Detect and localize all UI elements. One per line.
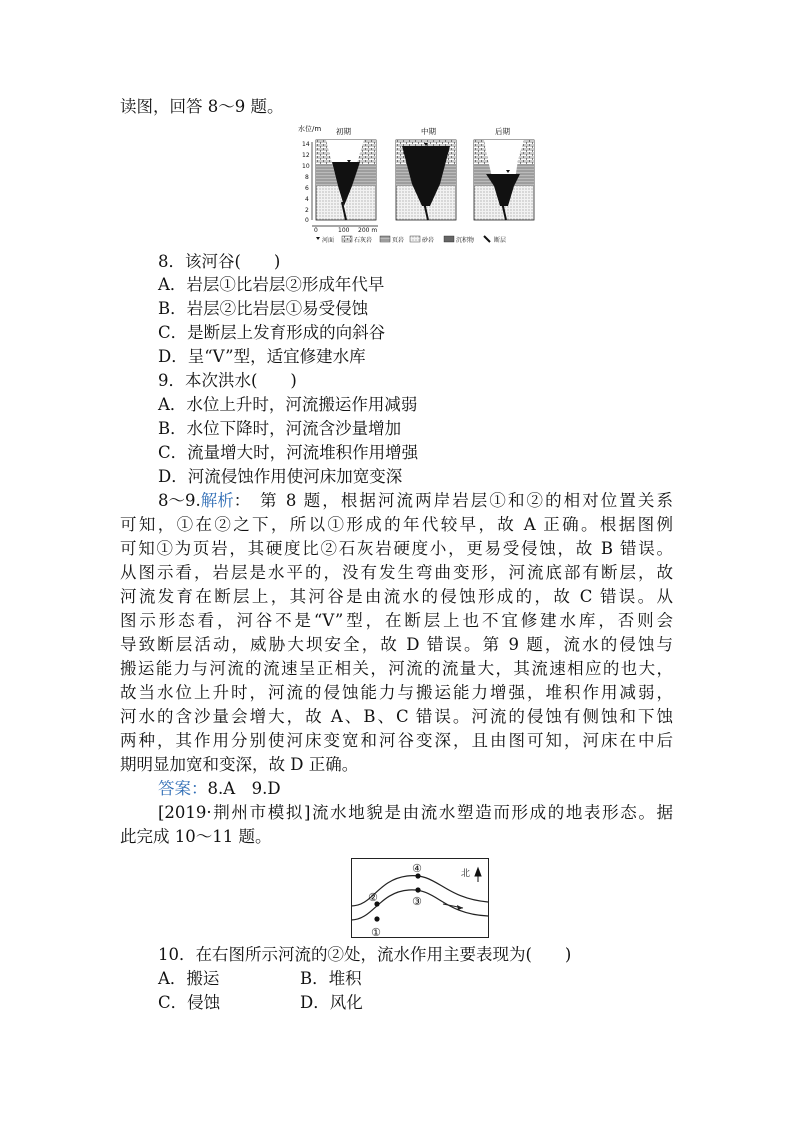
analysis-line: 导致断层活动，威胁大坝安全，故 D 错误。第 9 题，流水的侵蚀与 (120, 635, 673, 654)
analysis-heading (158, 493, 250, 510)
q8-stem: 8．该河谷( ) (158, 252, 281, 271)
analysis-colon: ： (233, 491, 251, 510)
analysis-line: 可知，①在②之下，所以①形成的年代较早，故 A 正确。根据图例 (120, 515, 673, 534)
y-tick: 8 (305, 174, 309, 181)
analysis-line: 搬运能力与河流的流速呈正相关，河流的流量大，其流速相应的也大， (120, 659, 673, 678)
analysis-line: 故当水位上升时，河流的侵蚀能力与搬运能力增强，堆积作用减弱， (120, 683, 673, 702)
intro-text: 读图，回答 8～9 题。 (120, 97, 284, 116)
analysis-line: 期明显加宽和变深，故 D 正确。 (120, 755, 359, 774)
q10-option-b: B．堆积 (300, 969, 362, 988)
analysis-label: 解析 (200, 491, 234, 510)
point-label-4: ④ (412, 862, 422, 875)
intro2-line: 此完成 10～11 题。 (120, 827, 272, 846)
y-tick: 0 (305, 217, 309, 224)
y-axis-label: 水位/m (298, 125, 322, 133)
y-tick: 2 (305, 207, 309, 214)
point-label-1: ① (371, 926, 381, 938)
panel-early (316, 140, 376, 220)
q10-option-c: C．侵蚀 (158, 993, 221, 1012)
y-tick: 12 (302, 152, 310, 159)
panel-title-early: 初期 (336, 127, 351, 136)
legend-river-surface: 河面 (322, 237, 335, 244)
point-1 (374, 916, 379, 921)
legend-shale: 页岩 (392, 237, 405, 244)
panel-title-middle: 中期 (421, 127, 436, 136)
meandering-river-figure (351, 858, 489, 938)
q8-option-d: D．呈“V”型，适宜修建水库 (158, 347, 366, 366)
q10-option-d: D．风化 (300, 993, 363, 1012)
analysis-line: 第 8 题，根据河流两岸岩层①和②的相对位置关系 (260, 491, 673, 510)
y-tick: 4 (305, 196, 309, 203)
x-tick: 200 m (358, 227, 378, 234)
q9-option-d: D．河流侵蚀作用使河床加宽变深 (158, 467, 403, 486)
x-tick: 100 (338, 227, 350, 234)
y-tick: 14 (302, 141, 310, 148)
q9-option-a: A．水位上升时，河流搬运作用减弱 (158, 395, 418, 414)
analysis-line: 两种，其作用分别使河床变宽和河谷变深，且由图可知，河床在中后 (120, 731, 673, 750)
answer-colon: ： (191, 779, 208, 798)
q9-option-b: B．水位下降时，河流含沙量增加 (158, 419, 402, 438)
y-tick: 6 (305, 185, 309, 192)
q10-option-a: A．搬运 (158, 969, 220, 988)
analysis-prefix: 8～9. (158, 491, 201, 510)
analysis-line: 可知①为页岩，其硬度比②石灰岩硬度小，更易受侵蚀，故 B 错误。 (120, 539, 673, 558)
answer-label: 答案 (158, 779, 191, 798)
analysis-line: 图示形态看，河谷不是“V”型，在断层上也不宜修建水库，否则会 (120, 611, 673, 630)
analysis-line: 河流发育在断层上，其河谷是由流水的侵蚀形成的，故 C 错误。从 (120, 587, 673, 606)
answer-text: 8.A 9.D (207, 779, 281, 798)
q9-stem: 9．本次洪水( ) (158, 371, 297, 390)
legend-limestone: 石灰岩 (354, 237, 373, 244)
q9-option-c: C．流量增大时，河流堆积作用增强 (158, 443, 419, 462)
panel-middle (396, 140, 456, 220)
point-label-2: ② (368, 891, 378, 904)
north-label: 北 (461, 869, 471, 879)
legend-sediment: 沉积物 (456, 237, 475, 244)
analysis-line: 从图示看，岩层是水平的，没有发生弯曲变形，河流底部有断层，故 (120, 563, 673, 582)
x-tick: 0 (314, 227, 318, 234)
y-tick: 10 (302, 163, 310, 170)
q10-stem: 10．在右图所示河流的②处，流水作用主要表现为( ) (158, 945, 572, 964)
intro2-line: [2019·荆州市模拟]流水地貌是由流水塑造而形成的地表形态。据 (158, 803, 673, 822)
answer-line (158, 781, 281, 798)
analysis-line: 河水的含沙量会增大，故 A、B、C 错误。河流的侵蚀有侧蚀和下蚀 (120, 707, 673, 726)
legend-fault: 断层 (494, 237, 507, 244)
q8-option-a: A．岩层①比岩层②形成年代早 (158, 275, 385, 294)
legend-sandstone: 砂岩 (422, 237, 435, 244)
panel-title-late: 后期 (495, 127, 510, 136)
river-valley-figure (298, 122, 563, 246)
q8-option-c: C．是断层上发育形成的向斜谷 (158, 323, 386, 342)
q8-option-b: B．岩层②比岩层①易受侵蚀 (158, 299, 369, 318)
point-label-3: ③ (412, 895, 422, 908)
panel-late (474, 140, 534, 220)
point-3 (415, 887, 420, 892)
